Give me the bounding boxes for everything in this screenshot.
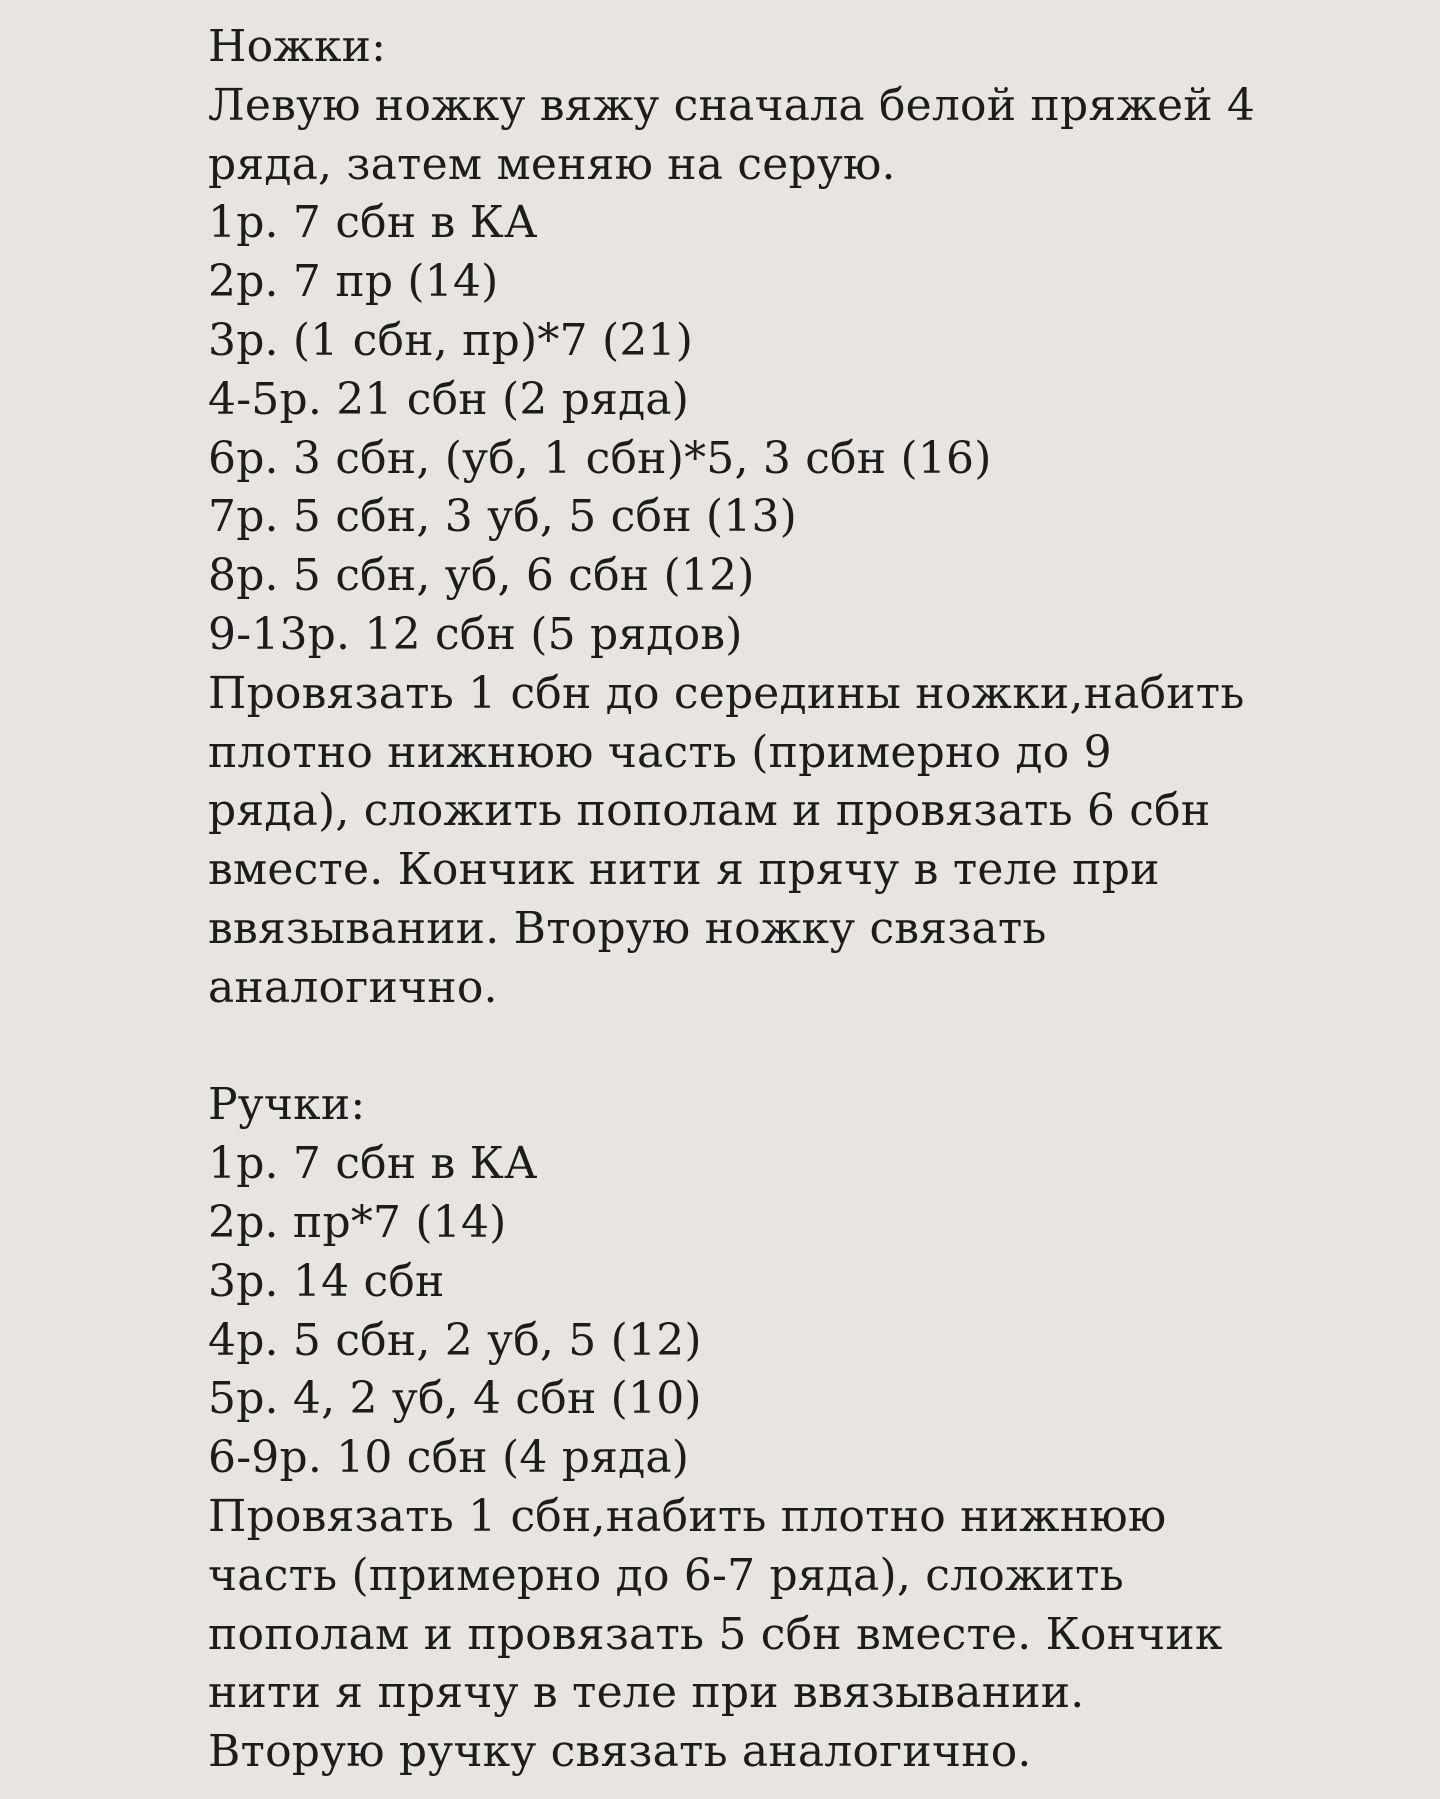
legs-line: ввязывании. Вторую ножку связать [208, 902, 1047, 954]
arms-line: 4р. 5 сбн, 2 уб, 5 (12) [208, 1314, 702, 1366]
section-gap [208, 1018, 1248, 1077]
legs-line: вместе. Кончик нити я прячу в теле при [208, 844, 1160, 896]
legs-heading: Ножки: [208, 21, 387, 72]
legs-line: ряда), сложить пополам и провязать 6 сбн [208, 785, 1211, 837]
legs-line: 9-13р. 12 сбн (5 рядов) [208, 608, 743, 660]
legs-line: 7р. 5 сбн, 3 уб, 5 сбн (13) [208, 491, 798, 543]
arms-line: 2р. пр*7 (14) [208, 1196, 507, 1248]
pattern-document [208, 18, 1256, 1782]
arms-section [208, 1076, 1248, 1782]
arms-line: 1р. 7 сбн в КА [208, 1138, 538, 1190]
arms-line: 5р. 4, 2 уб, 4 сбн (10) [208, 1373, 702, 1425]
arms-line: нити я прячу в теле при ввязывании. [208, 1667, 1085, 1719]
arms-line: 6-9р. 10 сбн (4 ряда) [208, 1432, 690, 1484]
legs-section [208, 18, 1256, 1018]
legs-line: плотно нижнюю часть (примерно до 9 [208, 726, 1112, 778]
arms-line: 3р. 14 сбн [208, 1255, 445, 1307]
legs-line: 1р. 7 сбн в КА [208, 197, 538, 249]
legs-line: 2р. 7 пр (14) [208, 256, 499, 308]
legs-line: 3р. (1 сбн, пр)*7 (21) [208, 314, 694, 366]
legs-line: 6р. 3 сбн, (уб, 1 сбн)*5, 3 сбн (16) [208, 432, 992, 484]
arms-line: Вторую ручку связать аналогично. [208, 1726, 1032, 1778]
arms-line: Провязать 1 сбн,набить плотно нижнюю [208, 1490, 1167, 1542]
legs-line: 4-5р. 21 сбн (2 ряда) [208, 373, 690, 425]
arms-line: пополам и провязать 5 сбн вместе. Кончик [208, 1608, 1223, 1660]
legs-line: 8р. 5 сбн, уб, 6 сбн (12) [208, 550, 755, 602]
legs-line: аналогично. [208, 961, 498, 1013]
legs-line: Левую ножку вяжу сначала белой пряжей 4 [208, 79, 1256, 131]
arms-heading: Ручки: [208, 1079, 366, 1131]
legs-line: ряда, затем меняю на серую. [208, 138, 896, 190]
legs-line: Провязать 1 сбн до середины ножки,набить [208, 667, 1245, 719]
arms-line: часть (примерно до 6-7 ряда), сложить [208, 1549, 1124, 1601]
